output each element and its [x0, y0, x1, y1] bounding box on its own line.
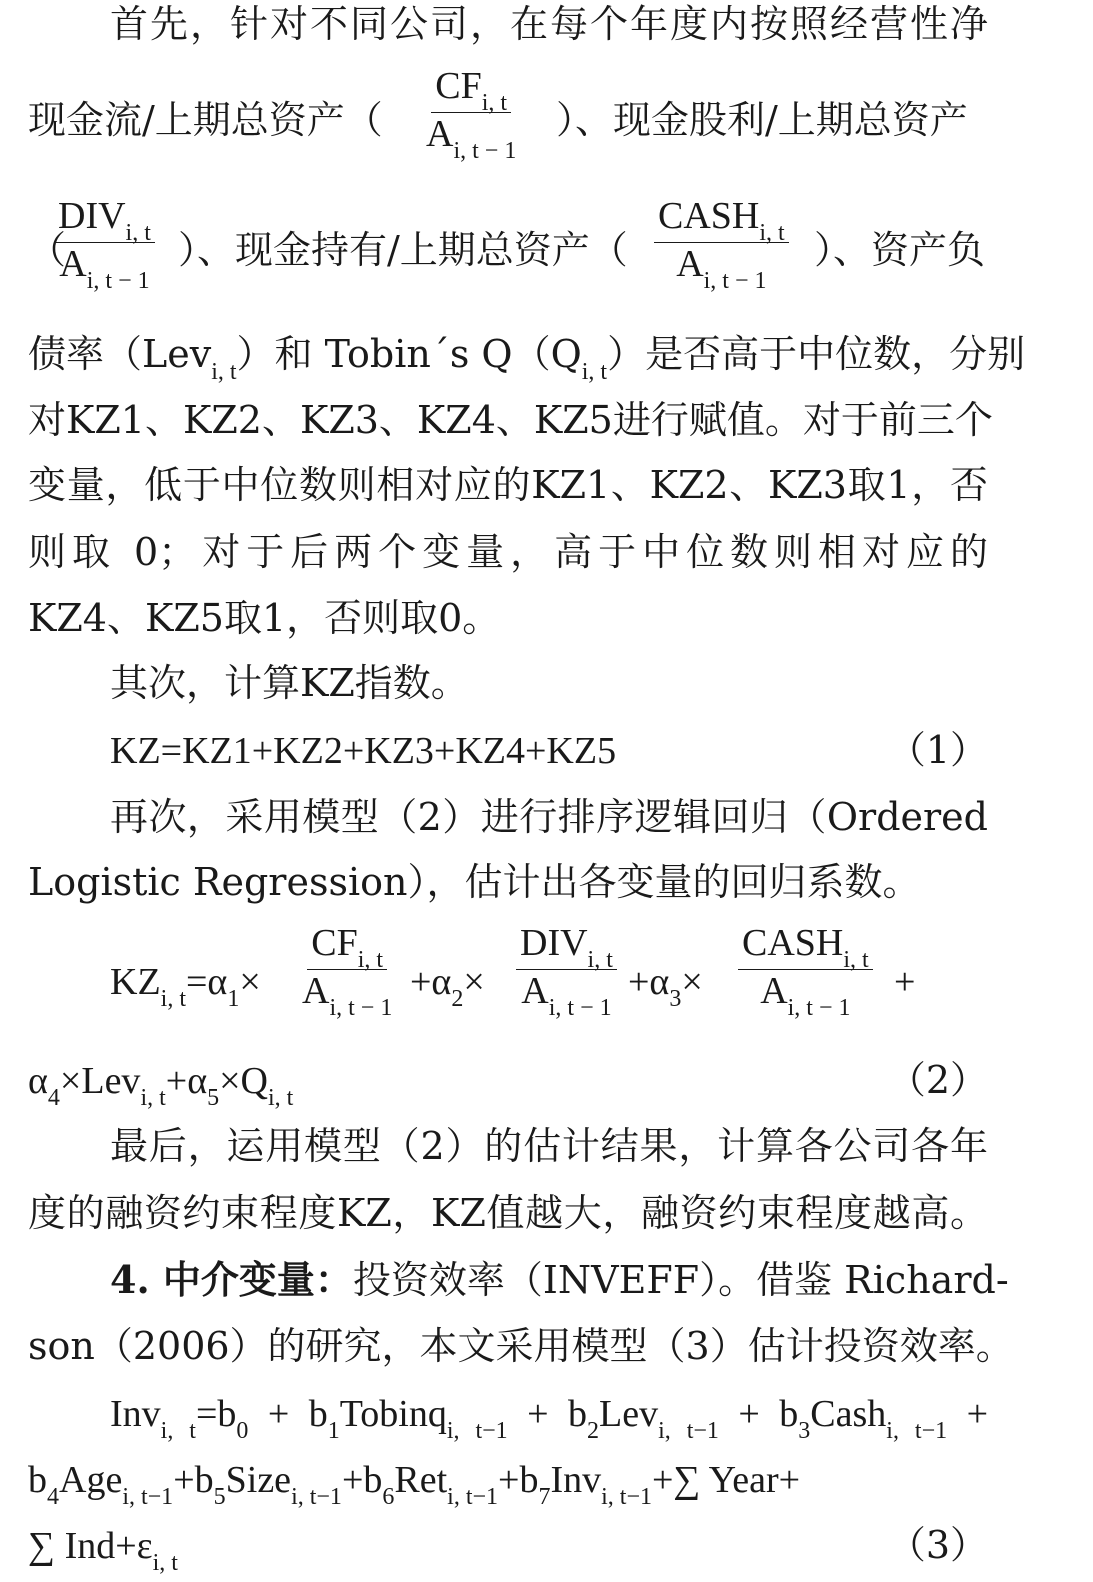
equation-number: （3）: [887, 1523, 988, 1567]
para1-line1: 首先，针对不同公司，在每个年度内按照经营性净: [110, 2, 988, 46]
para4-line2: 度的融资约束程度KZ，KZ值越大，融资约束程度越高。: [28, 1191, 988, 1235]
fraction-cf-over-a: [298, 922, 396, 1021]
para1-line8: KZ4、KZ5取1，否则取0。: [28, 596, 501, 640]
para5-line2: son（2006）的研究，本文采用模型（3）估计投资效率。: [28, 1324, 1014, 1368]
fraction-numerator: $DIV_{i, t}$: [516, 922, 617, 970]
equation-2-term3: $+\alpha_3\times$: [628, 961, 703, 1012]
fraction-denominator: $A_{i, t - 1}$: [760, 970, 851, 1021]
para1-line3-text-b: ）、现金持有/上期总资产（: [178, 228, 628, 272]
equation-2-plus: +: [894, 961, 916, 1003]
fraction-denominator: $A_{i, t - 1}$: [676, 243, 767, 294]
para5-line1: 4. 中介变量：投资效率（INVEFF）。借鉴 Richard-: [110, 1257, 1009, 1302]
equation-number: （2）: [887, 1058, 988, 1102]
fraction-div-over-a: [54, 195, 155, 294]
fraction-numerator: $DIV_{i, t}$: [54, 195, 155, 243]
para1-line3-text-c: ）、资产负: [814, 228, 986, 272]
para1-line2-text-a: 现金流/上期总资产（: [28, 98, 383, 142]
para1-line7: 则取 0；对于后两个变量，高于中位数则相对应的: [28, 530, 988, 574]
para3-line2: Logistic Regression），估计出各变量的回归系数。: [28, 860, 921, 904]
fraction-div-over-a: [516, 922, 617, 1021]
para1-line2-text-b: ）、现金股利/上期总资产: [556, 98, 968, 142]
para1-line6: 变量，低于中位数则相对应的KZ1、KZ2、KZ3取1，否: [28, 463, 988, 507]
equation-2-line2: [28, 1058, 988, 1111]
fraction-cash-over-a: [738, 922, 873, 1021]
equation-1: [110, 728, 988, 773]
para2-line1: 其次，计算KZ指数。: [110, 661, 469, 705]
para1-line3: [28, 195, 988, 305]
equation-3-line2: $b_4Age_{i, t-1}+b_5Size_{i, t-1}+b_6Ret_{i, t-1}+b_7Inv_{i, t-1}+\sum$ Year+: [28, 1459, 801, 1510]
fraction-cash-over-a: [654, 195, 789, 294]
equation-2-line1: [28, 922, 988, 1034]
para1-line4: 债率（Lev$_{i, t}$）和 Tobin´s $Q(Q_{i, t})$是否高于中位数，分别: [28, 332, 1026, 385]
fraction-numerator: $CF_{i, t}$: [431, 65, 511, 113]
equation-3-line3-body: ∑ $Ind+\varepsilon_{i, t}$: [28, 1525, 178, 1576]
fraction-denominator: $A_{i, t - 1}$: [521, 970, 612, 1021]
section-heading: 4. 中介变量：: [110, 1257, 353, 1302]
equation-number: （1）: [887, 728, 988, 772]
equation-2-term2: $+\alpha_2\times$: [410, 961, 485, 1012]
fraction-denominator: $A_{i, t - 1}$: [426, 113, 517, 164]
para1-line3-text-a: （: [28, 228, 67, 272]
fraction-denominator: $A_{i, t - 1}$: [59, 243, 150, 294]
equation-3-line3: [28, 1523, 988, 1576]
equation-2-lhs: $KZ_{i, t}=\alpha_1\times$: [110, 961, 261, 1012]
fraction-denominator: $A_{i, t - 1}$: [302, 970, 393, 1021]
equation-1-body: KZ=KZ1+KZ2+KZ3+KZ4+KZ5: [110, 730, 617, 772]
fraction-cf-over-a: [422, 65, 520, 164]
para3-line1: 再次，采用模型（2）进行排序逻辑回归（Ordered: [110, 795, 988, 839]
para1-line2: [28, 65, 988, 175]
para4-line1: 最后，运用模型（2）的估计结果，计算各公司各年: [110, 1124, 988, 1168]
para1-line5: 对KZ1、KZ2、KZ3、KZ4、KZ5进行赋值。对于前三个: [28, 398, 993, 442]
equation-3-line1: $Inv_{i, t}=b_0$ + $b_1Tobinq_{i, t-1} + b_2Lev_{i, t-1}$ + $b_3Cash_{i, t-1}$ +: [110, 1393, 988, 1444]
equation-2-line2-body: $\alpha_4\times Lev_{i, t}+\alpha_5\times Q_{i, t}$: [28, 1060, 294, 1111]
fraction-numerator: $CASH_{i, t}$: [654, 195, 789, 243]
fraction-numerator: $CASH_{i, t}$: [738, 922, 873, 970]
fraction-numerator: $CF_{i, t}$: [307, 922, 387, 970]
